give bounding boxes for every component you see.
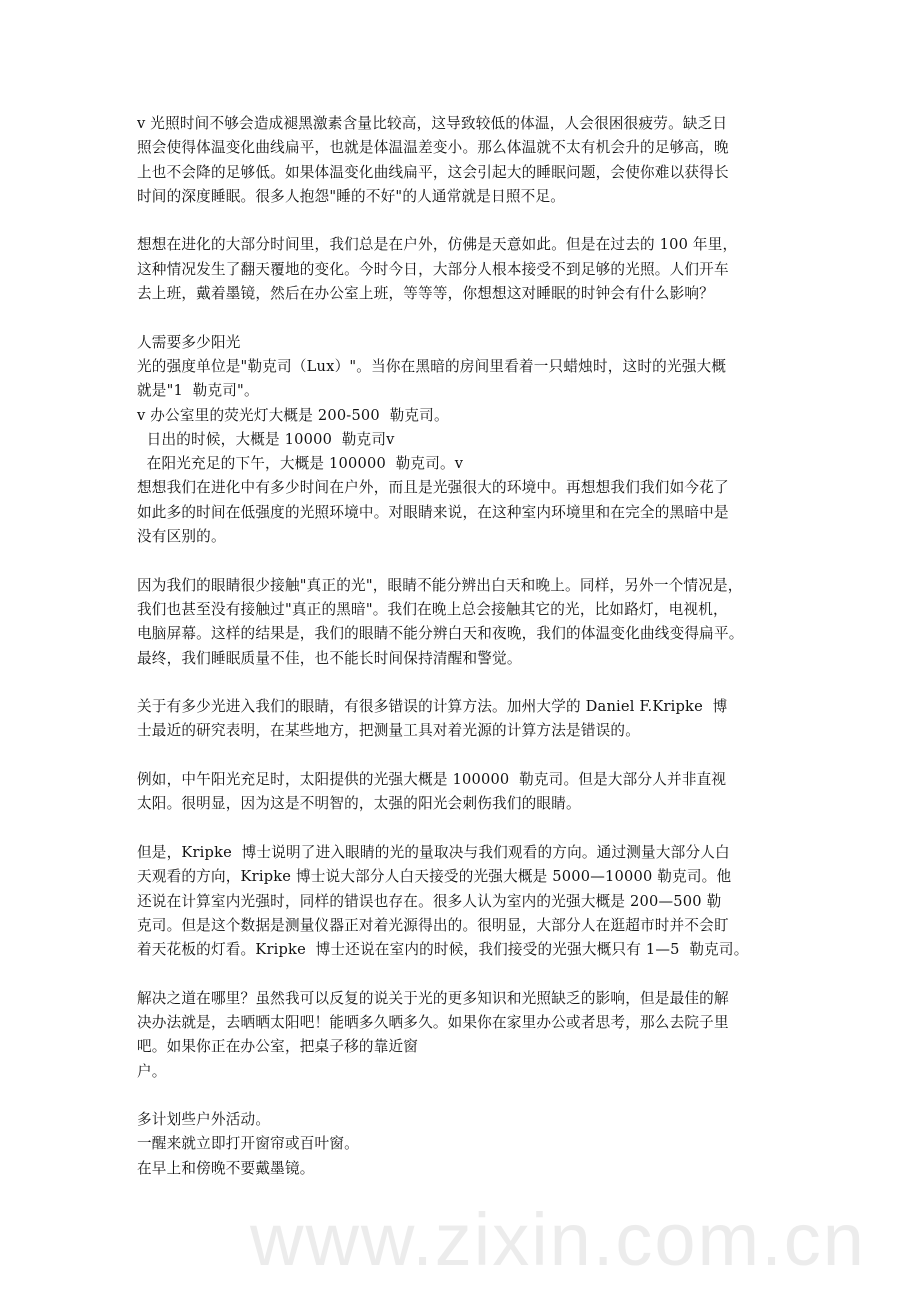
text-line: 克司。但是这个数据是测量仪器正对着光源得出的。很明显，大部分人在逛超市时并不会盯	[137, 916, 729, 934]
text-line: 如此多的时间在低强度的光照环境中。对眼睛来说，在这种室内环境里和在完全的黑暗中是	[137, 503, 729, 521]
paragraph	[137, 233, 797, 306]
paragraph	[137, 112, 797, 209]
text-line: 上也不会降的足够低。如果体温变化曲线扁平，这会引起大的睡眠问题，会使你难以获得长	[137, 163, 729, 181]
text-line: 士最近的研究表明，在某些地方，把测量工具对着光源的计算方法是错误的。	[137, 722, 640, 740]
watermark: www.zixin.com.cn	[250, 1198, 866, 1281]
text-line: 在阳光充足的下午，大概是 100000 勒克司。v	[137, 455, 464, 473]
paragraph	[137, 574, 797, 671]
text-line: 还说在计算室内光强时，同样的错误也存在。很多人认为室内的光强大概是 200—500 勒	[137, 892, 722, 910]
text-line: 想想我们在进化中有多少时间在户外，而且是光强很大的环境中。再想想我们我们如今花了	[137, 479, 729, 497]
text-line: 时间的深度睡眠。很多人抱怨"睡的不好"的人通常就是日照不足。	[137, 187, 566, 205]
text-line: 我们也甚至没有接触过"真正的黑暗"。我们在晚上总会接触其它的光，比如路灯，电视机，	[137, 600, 728, 618]
text-line: 人需要多少阳光	[137, 333, 241, 351]
text-line: 多计划些户外活动。	[137, 1111, 271, 1129]
paragraph	[137, 331, 797, 550]
text-line: 因为我们的眼睛很少接触"真正的光"，眼睛不能分辨出白天和晚上。同样，另外一个情况是，	[137, 576, 743, 594]
text-line: 电脑屏幕。这样的结果是，我们的眼睛不能分辨白天和夜晚，我们的体温变化曲线变得扁平。	[137, 625, 744, 643]
paragraph	[137, 1108, 797, 1181]
text-line: 关于有多少光进入我们的眼睛，有很多错误的计算方法。加州大学的 Daniel F.Kripke 博	[137, 698, 728, 716]
paragraph	[137, 695, 797, 744]
paragraph	[137, 987, 797, 1084]
text-line: 去上班，戴着墨镜，然后在办公室上班，等等等，你想想这对睡眠的时钟会有什么影响？	[137, 285, 714, 303]
text-line: 太阳。很明显，因为这是不明智的，太强的阳光会刺伤我们的眼睛。	[137, 795, 581, 813]
text-line: 吧。如果你正在办公室，把桌子移的靠近窗	[137, 1038, 419, 1056]
text-line: v 光照时间不够会造成褪黑激素含量比较高，这导致较低的体温，人会很困很疲劳。缺乏日	[137, 115, 728, 132]
text-line: 最终，我们睡眠质量不佳，也不能长时间保持清醒和警觉。	[137, 649, 522, 667]
text-line: 照会使得体温变化曲线扁平，也就是体温温差变小。那么体温就不太有机会升的足够高，晚	[137, 139, 729, 157]
text-line: v 办公室里的荧光灯大概是 200-500 勒克司。	[137, 406, 449, 424]
text-line: 这种情况发生了翻天覆地的变化。今时今日，大部分人根本接受不到足够的光照。人们开车	[137, 260, 729, 278]
text-line: 例如，中午阳光充足时，太阳提供的光强大概是 100000 勒克司。但是大部分人并非直视	[137, 771, 727, 789]
text-line: 着天花板的灯看。Kripke 博士还说在室内的时候，我们接受的光强大概只有 1—5 勒克司。	[137, 941, 749, 959]
text-line: 但是，Kripke 博士说明了进入眼睛的光的量取决与我们观看的方向。通过测量大部分人白	[137, 843, 730, 861]
text-line: 就是"1 勒克司"。	[137, 382, 259, 400]
text-line: 一醒来就立即打开窗帘或百叶窗。	[137, 1135, 359, 1153]
text-line: 日出的时候，大概是 10000 勒克司v	[137, 430, 395, 448]
paragraph	[137, 841, 797, 962]
text-line: 天观看的方向，Kripke 博士说大部分人白天接受的光强大概是 5000—10000 勒克司。他	[137, 868, 732, 886]
text-line: 决办法就是，去晒晒太阳吧！能晒多久晒多久。如果你在家里办公或者思考，那么去院子里	[137, 1013, 729, 1031]
text-line: 在早上和傍晚不要戴墨镜。	[137, 1159, 315, 1177]
text-line: 户。	[137, 1062, 167, 1080]
document-body	[137, 112, 797, 1205]
paragraph	[137, 768, 797, 817]
text-line: 没有区别的。	[137, 528, 226, 546]
text-line: 想想在进化的大部分时间里，我们总是在户外，仿佛是天意如此。但是在过去的 100 年里，	[137, 236, 738, 254]
text-line: 光的强度单位是"勒克司（Lux）"。当你在黑暗的房间里看着一只蜡烛时，这时的光强大概	[137, 357, 727, 375]
text-line: 解决之道在哪里？虽然我可以反复的说关于光的更多知识和光照缺乏的影响，但是最佳的解	[137, 989, 729, 1007]
